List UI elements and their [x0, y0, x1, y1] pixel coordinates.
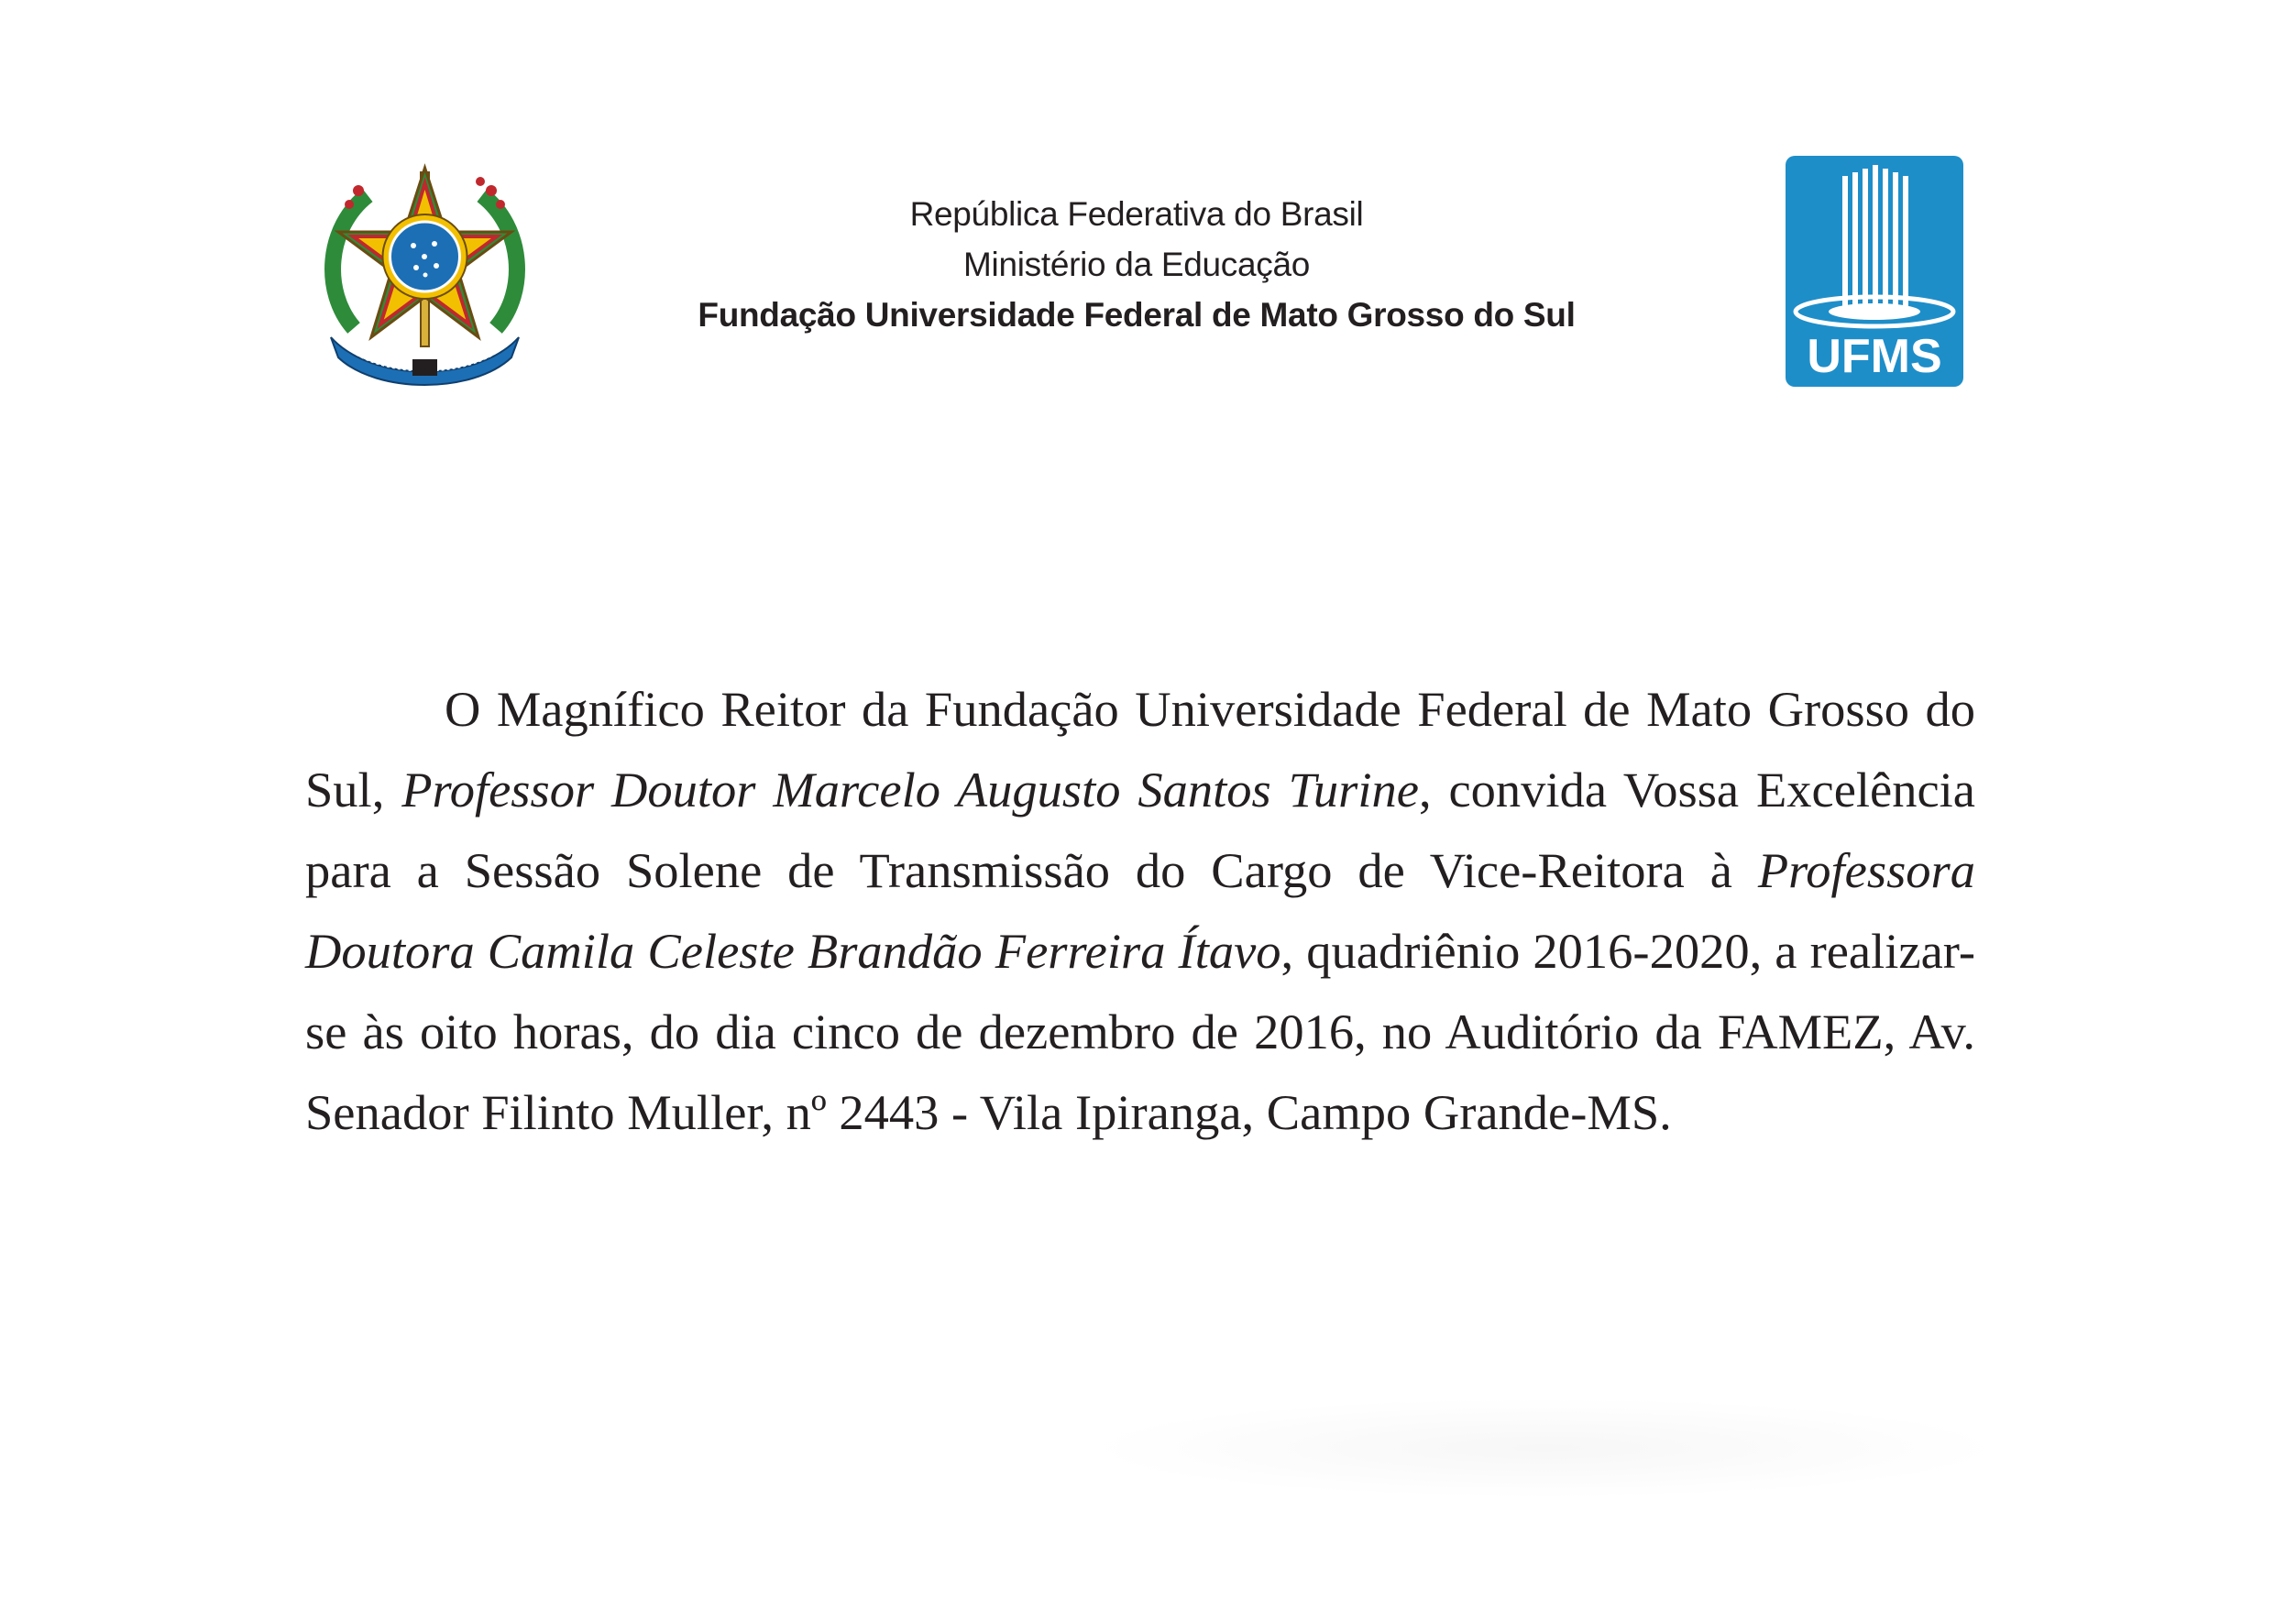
header-republic: República Federativa do Brasil: [909, 195, 1364, 233]
invitation-paragraph: [305, 669, 1975, 1153]
header-university: Fundação Universidade Federal de Mato Grosso do Sul: [698, 296, 1576, 334]
brazil-coat-of-arms-icon: [317, 154, 533, 388]
invitation-part-3: , quadriênio 2016-2020, a realizar-se às oito horas, do dia cinco de dezembro de 2016, no Auditório da FAMEZ, Av. Senador Filinto Muller, nº 2443 - Vila Ipiranga, Campo Grande-MS.: [305, 923, 1975, 1140]
invitation-text: [305, 669, 1975, 1153]
background-shade: [1086, 1398, 2003, 1498]
invitation-part-2: , convida Vossa Excelência para a Sessão Solene de Transmissão do Cargo de Vice-Reitora à: [305, 762, 1976, 898]
header-ministry: Ministério da Educação: [963, 246, 1310, 283]
vice-rector-name: Professora Doutora Camila Celeste Brandão Ferreira Ítavo: [305, 842, 1975, 979]
rector-name: Professor Doutor Marcelo Augusto Santos Turine: [401, 762, 1419, 817]
letterhead: [697, 189, 1577, 340]
ufms-logo-icon: [1786, 156, 1963, 387]
ufms-logo-text: UFMS: [1807, 330, 1942, 383]
invitation-part-1: O Magnífico Reitor da Fundação Universidade Federal de Mato Grosso do Sul,: [305, 681, 1975, 817]
